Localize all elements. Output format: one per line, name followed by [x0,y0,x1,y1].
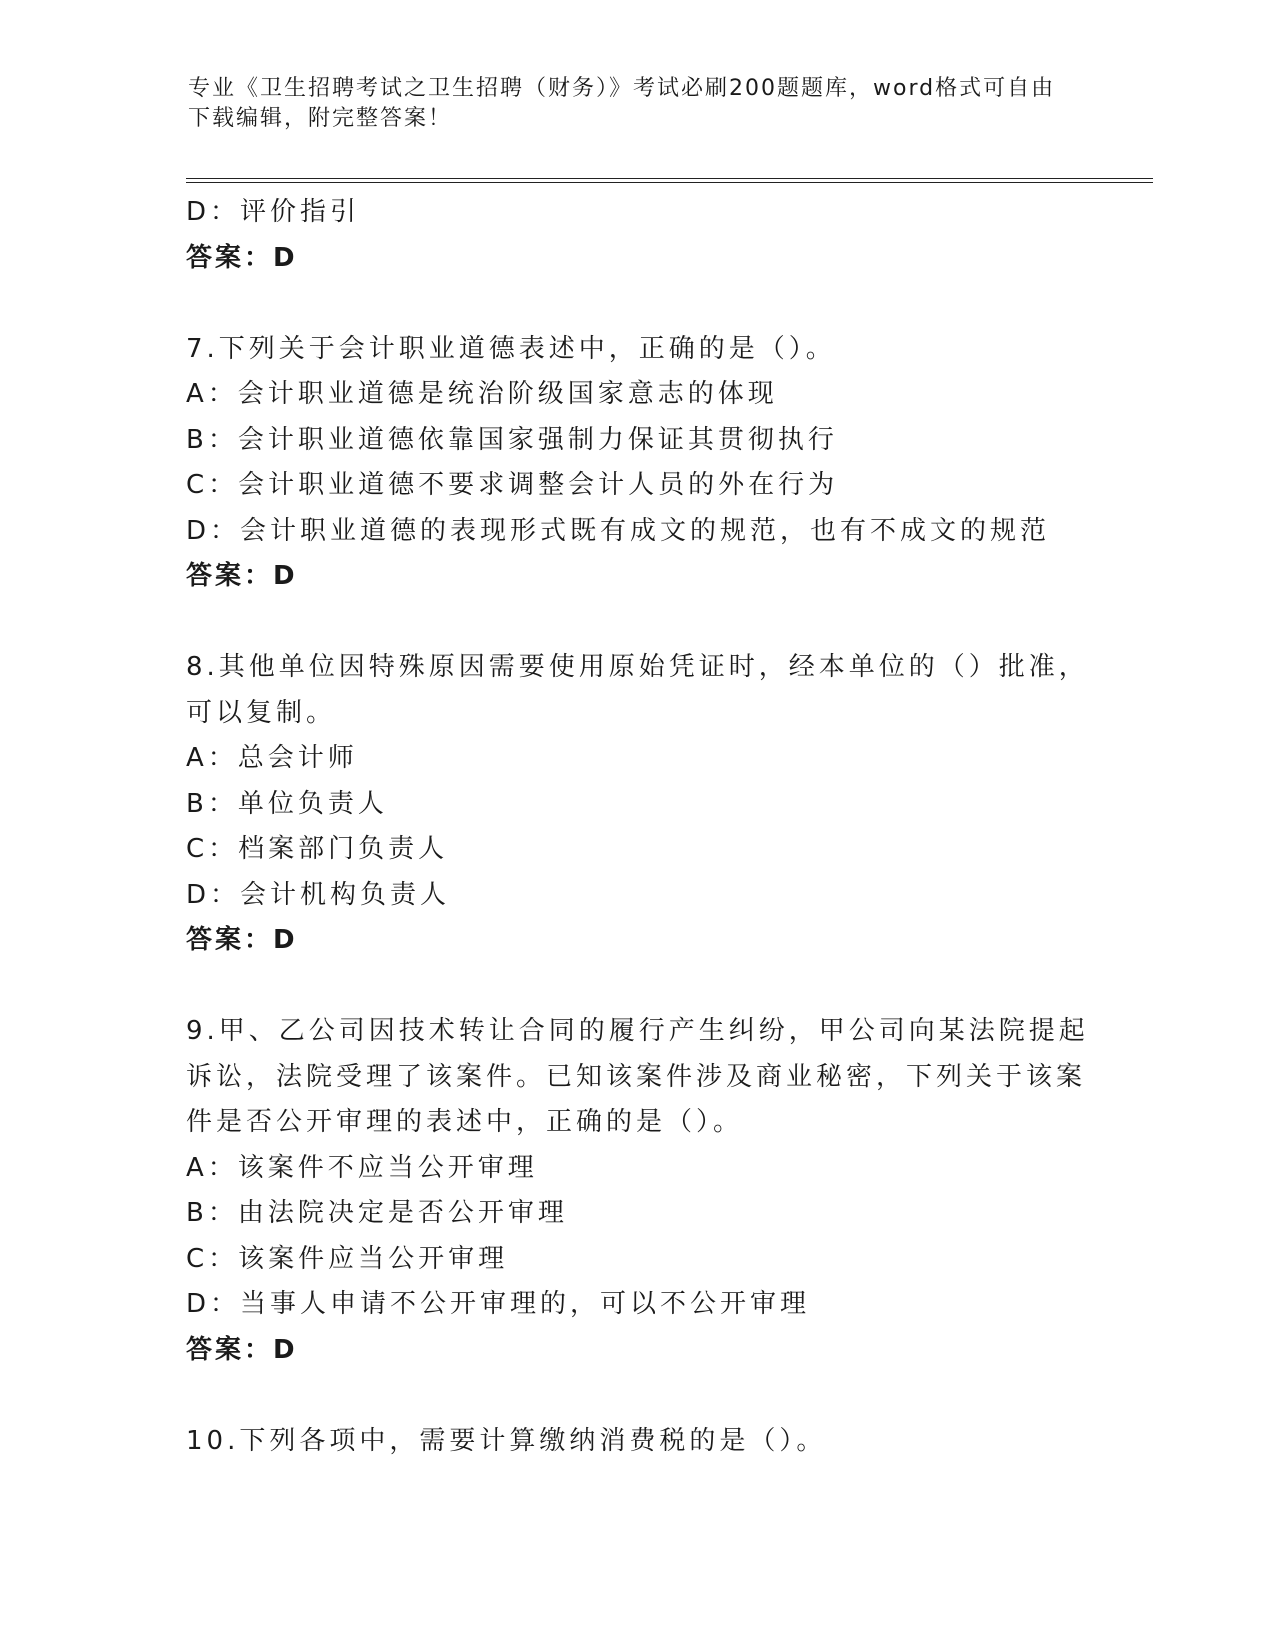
option-d: D：当事人申请不公开审理的，可以不公开审理 [186,1289,811,1319]
question-block-8 [186,645,1089,964]
option-a: A：会计职业道德是统治阶级国家意志的体现 [186,379,778,409]
option-c: C：会计职业道德不要求调整会计人员的外在行为 [186,470,839,500]
option-d: D：会计职业道德的表现形式既有成文的规范，也有不成文的规范 [186,515,1051,546]
question-text-line: 可以复制。 [186,697,337,728]
answer-line: 答案：D [186,1334,298,1365]
answer-line: 答案：D [186,242,298,273]
header-divider-bottom [186,182,1153,183]
option-a: A：该案件不应当公开审理 [186,1152,538,1183]
question-text-line: 8.其他单位因特殊原因需要使用原始凭证时，经本单位的（）批准， [186,652,1089,682]
question-text-line: 件是否公开审理的表述中，正确的是（）。 [186,1107,744,1137]
question-text: 10.下列各项中，需要计算缴纳消费税的是（）。 [186,1425,827,1456]
spacer [186,600,1066,646]
option-b: B：单位负责人 [186,788,388,819]
spacer [186,281,1066,327]
document-header: 专业《卫生招聘考试之卫生招聘（财务）》考试必刷200题题库，word格式可自由下载编辑，附完整答案！ [188,76,1056,131]
question-list [186,190,1089,1464]
option-a: A：总会计师 [186,743,358,773]
option-d: D：会计机构负责人 [186,879,451,910]
option-b: B：会计职业道德依靠国家强制力保证其贯彻执行 [186,424,838,455]
question-block-10 [186,1419,1066,1465]
option-d: D：评价指引 [186,197,361,227]
option-c: C：该案件应当公开审理 [186,1243,509,1274]
question-text: 7.下列关于会计职业道德表述中，正确的是（）。 [186,333,836,364]
question-text-line: 诉讼，法院受理了该案件。已知该案件涉及商业秘密，下列关于该案 [186,1061,1087,1092]
option-c: C：档案部门负责人 [186,834,449,864]
question-block-9 [186,1009,1089,1373]
spacer [186,964,1066,1010]
question-text-line: 9.甲、乙公司因技术转让合同的履行产生纠纷，甲公司向某法院提起 [186,1016,1089,1046]
question-block-7 [186,327,1066,600]
answer-line: 答案：D [186,925,298,955]
spacer [186,1373,1066,1419]
header-divider-top [186,178,1153,179]
answer-line: 答案：D [186,561,298,591]
option-b: B：由法院决定是否公开审理 [186,1198,568,1228]
